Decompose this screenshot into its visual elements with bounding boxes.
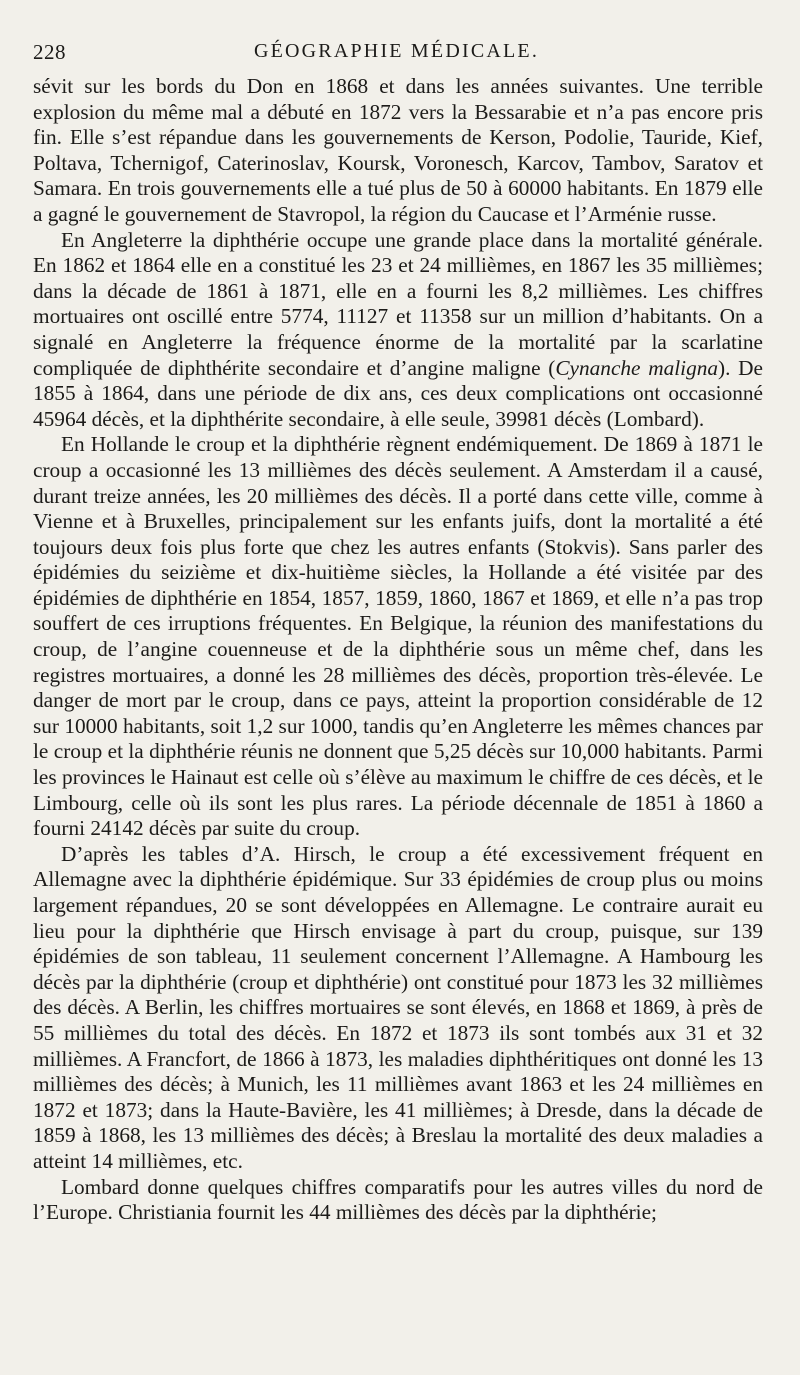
paragraph-russia-continued: sévit sur les bords du Don en 1868 et dans les années suivantes. Une terrible explosion du même mal a débuté en 1872 vers la Bessarabie et n’a pas encore pris fin. Elle s’est répandue dans les gouvernements de Kerson, Podolie, Tauride, Kief, Poltava, Tchernigof, Caterinoslav, Koursk, Voronesch, Karcov, Tambov, Saratov et Samara. En trois gouvernements elle a tué plus de 50 à 60000 habitants. En 1879 elle a gagné le gouvernement de Stavropol, la région du Caucase et l’Arménie russe. bbox=[33, 74, 763, 226]
paragraph-northern-europe: Lombard donne quelques chiffres comparatifs pour les autres villes du nord de l’Europe. Christiania fournit les 44 millièmes des décès par la diphthérie; bbox=[33, 1174, 763, 1225]
paragraph-germany: D’après les tables d’A. Hirsch, le croup a été excessivement fréquent en Allemagne avec la diphthérie épidémique. Sur 33 épidémies de croup plus ou moins largement répandues, 20 se sont développées en Allemagne. Le contraire aurait eu lieu pour la diphthérie que Hirsch envisage à part du croup, puisque, sur 139 épidémies de son tableau, 11 seulement concernent l’Allemagne. A Hambourg les décès par la diphthérie (croup et diphthérie) ont constitué pour 1873 les 32 millièmes des décès. A Berlin, les chiffres mortuaires se sont élevés, en 1868 et 1869, à près de 55 millièmes du total des décès. En 1872 et 1873 ils sont tombés aux 31 et 32 millièmes. A Francfort, de 1866 à 1873, les maladies diphthéritiques ont donné les 13 millièmes des décès; à Munich, les 11 millièmes avant 1863 et les 24 millièmes en 1872 et 1873; dans la Haute-Bavière, les 41 millièmes; à Dresde, dans la décade de 1859 à 1868, les 13 millièmes des décès; à Breslau la mortalité des deux maladies a atteint 14 millièmes, etc. bbox=[33, 841, 763, 1173]
running-title: GÉOGRAPHIE MÉDICALE. bbox=[253, 40, 540, 62]
page-number: 228 bbox=[33, 40, 66, 64]
body-text bbox=[33, 74, 763, 1226]
page-header bbox=[33, 40, 760, 70]
paragraph-holland-belgium: En Hollande le croup et la diphthérie règnent endémiquement. De 1869 à 1871 le croup a occasionné les 13 millièmes des décès seulement. A Amsterdam il a causé, durant treize années, les 20 millièmes des décès. Il a porté dans cette ville, comme à Vienne et à Bruxelles, principalement sur les enfants juifs, dont la mortalité a été toujours deux fois plus forte que chez les autres enfants (Stokvis). Sans parler des épidémies du seizième et dix-huitième siècles, la Hollande a été visitée par des épidémies de diphthérie en 1854, 1857, 1859, 1860, 1867 et 1869, et elle n’a pas trop souffert de ces irruptions fréquentes. En Belgique, la réunion des manifestations du croup, de l’angine couenneuse et de la diphthérie sous un même chef, dans les registres mortuaires, a donné les 28 millièmes des décès, proportion très-élevée. Le danger de mort par le croup, dans ce pays, atteint la proportion considérable de 12 sur 10000 habitants, soit 1,2 sur 1000, tandis qu’en Angleterre les mêmes chances par le croup et la diphthérie réunis ne donnent que 5,25 décès sur 10,000 habitants. Parmi les provinces le Hainaut est celle où s’élève au maximum le chiffre de ces décès, et le Limbourg, celle où ils sont les plus rares. La période décennale de 1851 à 1860 a fourni 24142 décès par suite du croup. bbox=[33, 432, 763, 841]
paragraph-england: En Angleterre la diphthérie occupe une grande place dans la mortalité générale. En 1862 et 1864 elle en a constitué les 23 et 24 millièmes, en 1867 les 35 millièmes; dans la décade de 1861 à 1871, elle en a fourni les 8,2 millièmes. Les chiffres mortuaires ont oscillé entre 5774, 11127 et 11358 sur un million d’habitants. On a signalé en Angleterre la fréquence énorme de la mortalité par la scarlatine compliquée de diphthérite secondaire et d’angine maligne (Cynanche maligna). De 1855 à 1864, dans une période de dix ans, ces deux complications ont occasionné 45964 décès, et la diphthérite secondaire, à elle seule, 39981 décès (Lombard). bbox=[33, 227, 763, 431]
latin-term: Cynanche maligna bbox=[555, 355, 719, 380]
